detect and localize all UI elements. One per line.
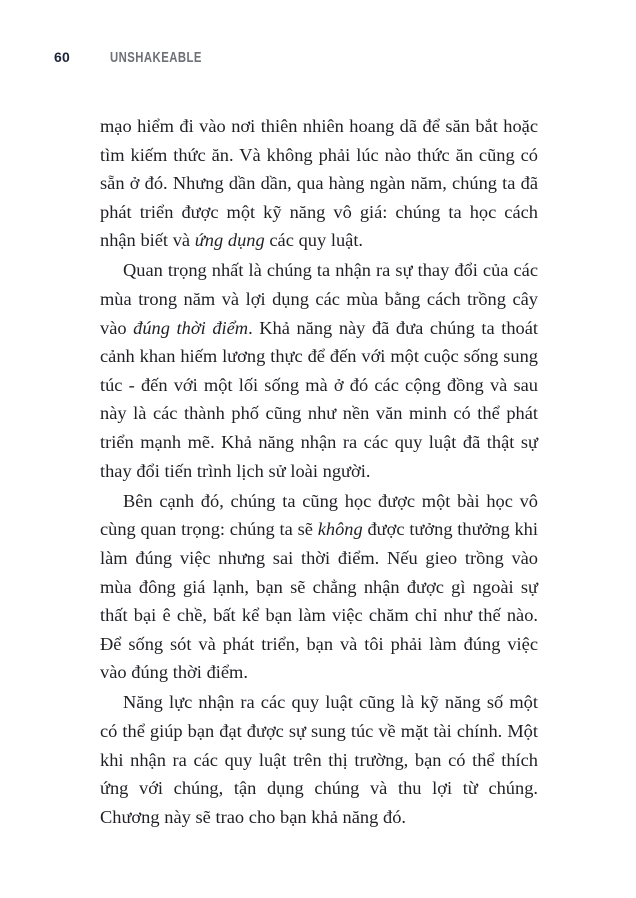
paragraph xyxy=(100,112,538,255)
text-run: Bên cạnh đó, chúng ta cũng học được một bài học vô cùng quan trọng: chúng ta sẽ xyxy=(100,490,538,540)
text-run: mạo hiểm đi vào nơi thiên nhiên hoang dã để săn bắt hoặc tìm kiếm thức ăn. Và không phải lúc nào thức ăn cũng có sẵn ở đó. Nhưng dần dần, qua hàng ngàn năm, chúng ta đã phát triển được một kỹ năng vô giá: chúng ta học cách nhận biết và xyxy=(100,116,538,251)
text-run: các quy luật. xyxy=(264,230,364,251)
emphasis-text: đúng thời điểm xyxy=(133,317,249,338)
book-title: UNSHAKEABLE xyxy=(109,50,202,66)
text-run: Năng lực nhận ra các quy luật cũng là kỹ năng số một có thể giúp bạn đạt được sự sung túc về mặt tài chính. Một khi nhận ra các quy luật trên thị trường, bạn có thể thích ứng với chúng, tận dụng chúng và thu lợi từ chúng. Chương này sẽ trao cho bạn khả năng đó. xyxy=(100,692,538,827)
body-text-column xyxy=(100,112,538,831)
emphasis-text: ứng dụng xyxy=(194,230,265,251)
paragraph xyxy=(100,688,538,831)
emphasis-text: không xyxy=(317,519,363,540)
text-run: Quan trọng nhất là chúng ta nhận ra sự thay đổi của các mùa trong năm và lợi dụng các mùa bằng cách trồng cây vào xyxy=(100,260,538,338)
paragraph xyxy=(100,487,538,687)
text-run: . Khả năng này đã đưa chúng ta thoát cảnh khan hiếm lương thực để đến với một cuộc sống sung túc - đến với một lối sống mà ở đó các cộng đồng và sau này là các thành phố cũng như nền văn minh có thể phát triển mạnh mẽ. Khả năng nhận ra các quy luật đã thật sự thay đổi tiến trình lịch sử loài người. xyxy=(100,317,538,481)
page-number: 60 xyxy=(54,49,70,65)
running-head xyxy=(54,49,228,66)
text-run: được tưởng thưởng khi làm đúng việc nhưng sai thời điểm. Nếu gieo trồng vào mùa đông giá lạnh, bạn sẽ chẳng nhận được gì ngoài sự thất bại ê chề, bất kể bạn làm việc chăm chỉ như thế nào. Để sống sót và phát triển, bạn và tôi phải làm đúng việc vào đúng thời điểm. xyxy=(100,519,538,683)
paragraph xyxy=(100,256,538,485)
